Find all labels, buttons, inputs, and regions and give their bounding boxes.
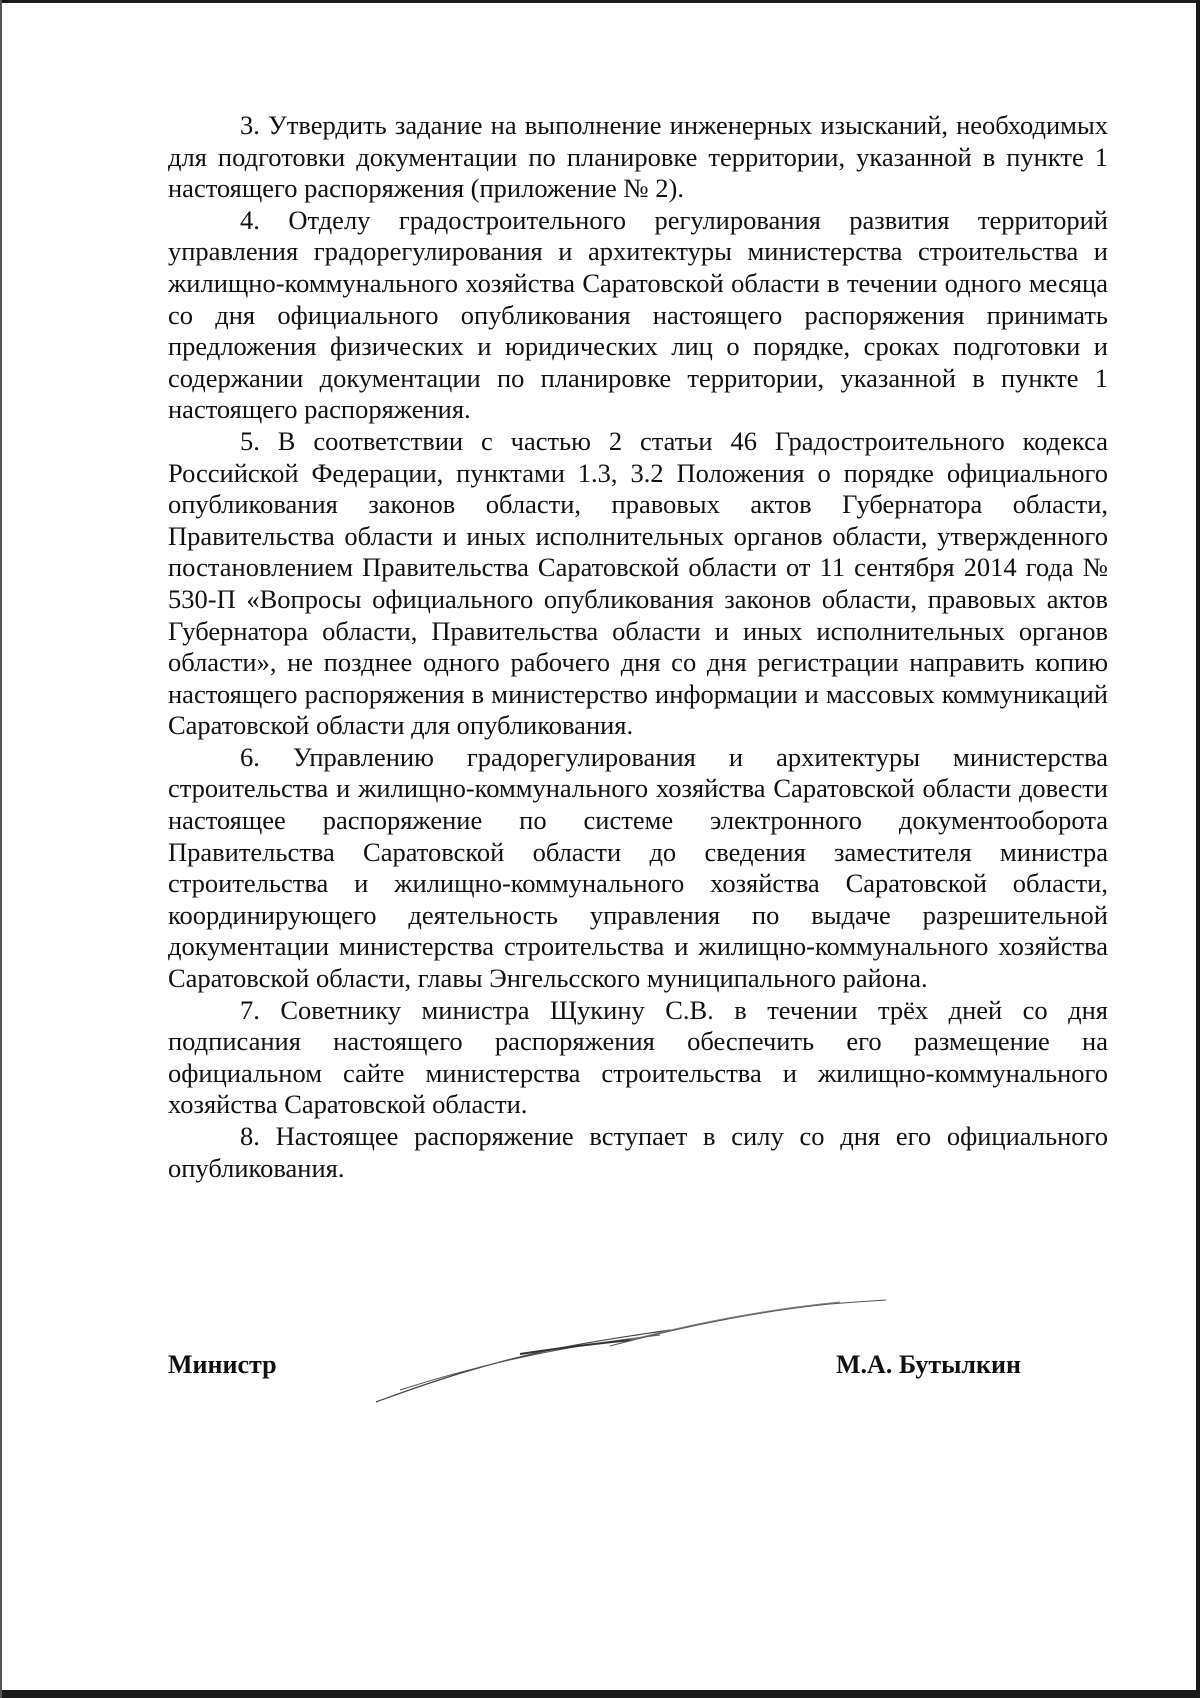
paragraph-5: 5. В соответствии с частью 2 статьи 46 Градостроительного кодекса Российской Федерации, пунктами 1.3, 3.2 Положения о порядке официального опубликования законов области, правовых актов Губернатора области, Правительства области и иных исполнительных органов области, утвержденного постановлением Правительства Саратовской области от 11 сентября 2014 года № 530-П «Вопросы официального опубликования законов области, правовых актов Губернатора области, Правительства области и иных исполнительных органов области», не позднее одного рабочего дня со дня регистрации направить копию настоящего распоряжения в министерство информации и массовых коммуникаций Саратовской области для опубликования. <box>168 425 1108 741</box>
scan-border-top <box>0 0 1200 3</box>
document-body <box>168 110 1108 1184</box>
scan-border-right <box>1196 0 1200 1698</box>
paragraph-6: 6. Управлению градорегулирования и архитектуры министерства строительства и жилищно-коммунального хозяйства Саратовской области довести настоящее распоряжение по системе электронного документооборота Правительства Саратовской области до сведения заместителя министра строительства и жилищно-коммунального хозяйства Саратовской области, координирующего деятельность управления по выдаче разрешительной документации министерства строительства и жилищно-коммунального хозяйства Саратовской области, главы Энгельсского муниципального района. <box>168 741 1108 994</box>
paragraph-8: 8. Настоящее распоряжение вступает в силу со дня его официального опубликования. <box>168 1121 1108 1183</box>
handwritten-signature <box>370 1290 890 1420</box>
signatory-name: М.А. Бутылкин <box>836 1350 1021 1379</box>
scan-border-bottom <box>0 1690 1200 1698</box>
scan-border-left <box>0 0 2 1698</box>
signatory-position: Министр <box>168 1350 277 1379</box>
paragraph-3: 3. Утвердить задание на выполнение инженерных изысканий, необходимых для подготовки документации по планировке территории, указанной в пункте 1 настоящего распоряжения (приложение № 2). <box>168 110 1108 204</box>
paragraph-7: 7. Советнику министра Щукину С.В. в течении трёх дней со дня подписания настоящего распоряжения обеспечить его размещение на официальном сайте министерства строительства и жилищно-коммунального хозяйства Саратовской области. <box>168 994 1108 1120</box>
paragraph-4: 4. Отделу градостроительного регулирования развития территорий управления градорегулирования и архитектуры министерства строительства и жилищно-коммунального хозяйства Саратовской области в течении одного месяца со дня официального опубликования настоящего распоряжения принимать предложения физических и юридических лиц о порядке, сроках подготовки и содержании документации по планировке территории, указанной в пункте 1 настоящего распоряжения. <box>168 204 1108 425</box>
